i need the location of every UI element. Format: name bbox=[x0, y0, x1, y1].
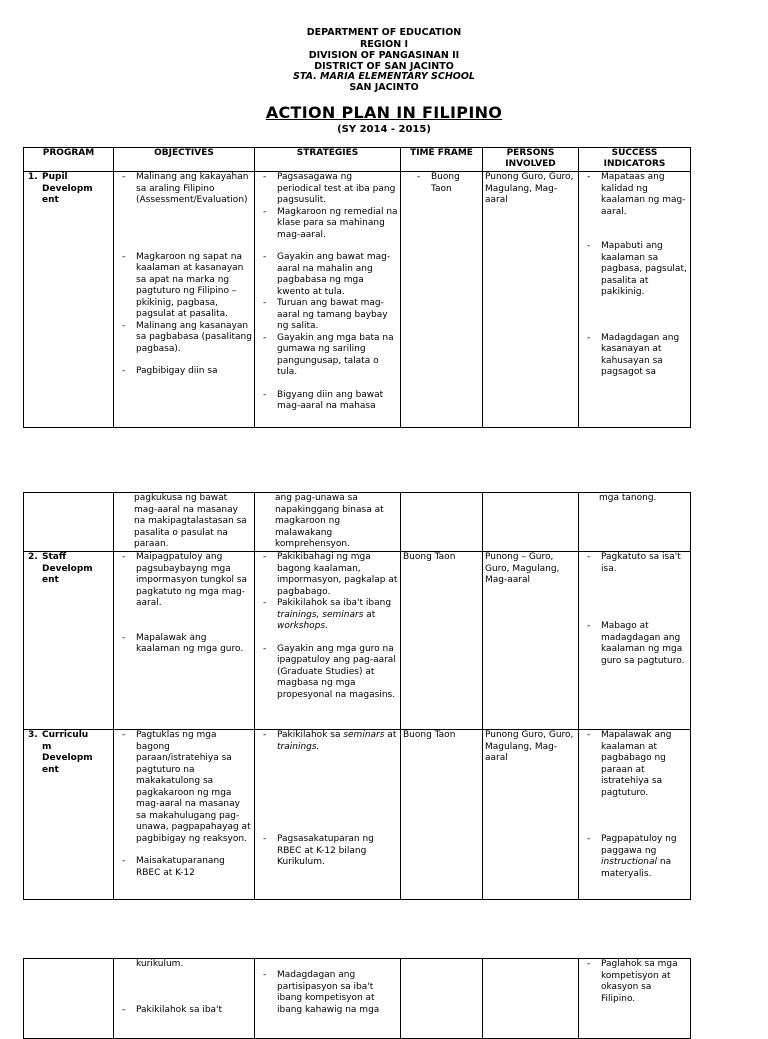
program-cell bbox=[24, 959, 114, 1039]
list-item: - Bigyang diin ang bawat mag-aaral na mahasa bbox=[257, 390, 398, 413]
list-item: - Madagdagan ang partisipasyon sa iba't ibang kompetisyon at ibang kahawig na mga bbox=[257, 970, 398, 1016]
list-item: - Paglahok sa mga kompetisyon at okasyon sa Filipino. bbox=[581, 959, 688, 1005]
persons-cell bbox=[483, 493, 579, 552]
col-persons-involved: PERSONS INVOLVED bbox=[483, 148, 579, 172]
school-year: (SY 2014 - 2015) bbox=[337, 124, 431, 135]
program-cell bbox=[24, 172, 114, 428]
department-heading: DEPARTMENT OF EDUCATION bbox=[306, 27, 462, 38]
list-item: - Turuan ang bawat mag-aaral ng tamang baybay ng salita. bbox=[257, 298, 398, 333]
col-objectives: OBJECTIVES bbox=[114, 148, 255, 172]
program-name: Staff Developm ent bbox=[42, 552, 93, 585]
time-frame-cell bbox=[401, 493, 483, 552]
program-name: Curriculu m Developm ent bbox=[42, 730, 93, 775]
text-span: na materyalis. bbox=[601, 857, 672, 879]
text-span: Pagpapatuloy ng paggawa ng bbox=[601, 834, 677, 856]
persons-cell: Punong Guro, Guro, Magulang, Mag-aaral bbox=[483, 730, 579, 900]
list-item: - Malinang ang kakayahan sa araling Filipino (Assessment/Evaluation) bbox=[116, 172, 252, 207]
persons-cell: Punong – Guro, Guro, Magulang, Mag-aaral bbox=[483, 552, 579, 730]
strategies-cell: ang pag-unawa sa napakinggang binasa at magkaroon ng malawakang komprehensyon. bbox=[255, 493, 401, 552]
document-title: ACTION PLAN IN FILIPINO bbox=[265, 103, 503, 122]
strategies-cell bbox=[255, 172, 401, 428]
list-item: - Mapalawak ang kaalaman at pagbabago ng paraan at istratehiya sa pagtuturo. bbox=[581, 730, 688, 799]
table-row bbox=[24, 730, 691, 900]
list-item: - Mapabuti ang kaalaman sa pagbasa, pagsulat, pasalita at pakikinig. bbox=[581, 241, 688, 299]
text-span: workshops. bbox=[277, 621, 328, 631]
text-span: Pakikilahok sa iba't ibang bbox=[277, 598, 392, 608]
table-row bbox=[24, 493, 691, 552]
list-item: - Pagkatuto sa isa't isa. bbox=[581, 552, 688, 575]
table-header-row bbox=[24, 148, 691, 172]
objectives-cell bbox=[114, 172, 255, 428]
table-row bbox=[24, 959, 691, 1039]
strategies-cell bbox=[255, 730, 401, 900]
list-item: - Malinang ang kasanayan sa pagbabasa (pasalitang pagbasa). bbox=[116, 321, 252, 356]
program-number: 3. bbox=[28, 730, 38, 740]
list-item: - Pagsasagawa ng periodical test at iba pang pagsusulit. bbox=[257, 172, 398, 207]
list-item: - Pakikibahagi ng mga bagong kaalaman, impormasyon, pagkalap at pagbabago. bbox=[257, 552, 398, 598]
list-item: - Pagtuklas ng mga bagong paraan/istratehiya sa pagtuturo na makakatulong sa pagkakaroon ng mga mag-aaral na masanay sa makahulugang pag-unawa, pagpapahayag at pagbibigay ng reaksyon. bbox=[116, 730, 252, 845]
objectives-cell bbox=[114, 552, 255, 730]
program-number: 1. bbox=[28, 172, 38, 182]
text-span: trainings, seminars bbox=[277, 609, 364, 620]
list-item: - Buong Taon bbox=[411, 172, 471, 195]
school-heading: STA. MARIA ELEMENTARY SCHOOL bbox=[293, 71, 475, 82]
list-item: - Mapataas ang kalidad ng kaalaman ng mag-aaral. bbox=[581, 172, 688, 218]
objectives-cell bbox=[114, 730, 255, 900]
list-item: - Madagdagan ang kasanayan at kahusayan sa pagsagot sa bbox=[581, 333, 688, 379]
text-span: at bbox=[384, 730, 397, 740]
list-item: - Maisakatuparanang RBEC at K-12 bbox=[116, 856, 252, 879]
strategies-cell bbox=[255, 552, 401, 730]
text-line: kurikulum. bbox=[136, 959, 184, 969]
action-plan-table-page2 bbox=[23, 492, 691, 900]
text-span: seminars bbox=[343, 730, 385, 740]
list-item: - Mapalawak ang kaalaman ng mga guro. bbox=[116, 633, 252, 656]
persons-cell: Punong Guro, Guro, Magulang, Mag-aaral bbox=[483, 172, 579, 428]
col-strategies: STRATEGIES bbox=[255, 148, 401, 172]
division-heading: DIVISION OF PANGASINAN II bbox=[308, 50, 460, 61]
list-item: - Maipagpatuloy ang pagsubaybayng mga impormasyon tungkol sa pagkatuto ng mga mag-aaral. bbox=[116, 552, 252, 610]
time-frame-cell: Buong Taon bbox=[401, 730, 483, 900]
program-cell bbox=[24, 552, 114, 730]
text-span: Pakikilahok sa bbox=[277, 730, 344, 740]
time-frame-cell: Buong Taon bbox=[401, 552, 483, 730]
program-number: 2. bbox=[28, 552, 38, 562]
district-heading: DISTRICT OF SAN JACINTO bbox=[314, 61, 454, 72]
col-program: PROGRAM bbox=[24, 148, 114, 172]
town-heading: SAN JACINTO bbox=[349, 82, 419, 93]
list-item: - Gayakin ang mga bata na gumawa ng sariling pangungusap, talata o tula. bbox=[257, 333, 398, 379]
action-plan-table-page3 bbox=[23, 958, 691, 1039]
list-item: - Gayakin ang mga guro na ipagpatuloy ang pag-aaral (Graduate Studies) at magbasa ng mga propesyonal na magasins. bbox=[257, 644, 398, 702]
action-plan-table-page1 bbox=[23, 147, 691, 428]
region-heading: REGION I bbox=[359, 39, 408, 50]
success-cell bbox=[579, 172, 691, 428]
list-item: - Pagsasakatuparan ng RBEC at K-12 bilang Kurikulum. bbox=[257, 834, 398, 869]
list-item: - Magkaroon ng sapat na kaalaman at kasanayan sa apat na marka ng pagtuturo ng Filipino – pkikinig, pagbasa, pagsulat at pasalita. bbox=[116, 252, 252, 321]
list-item: - Pakikilahok sa iba't bbox=[116, 1005, 252, 1017]
table-row bbox=[24, 552, 691, 730]
list-item: - Pagbibigay diin sa bbox=[116, 366, 252, 378]
col-success-indicators: SUCCESS INDICATORS bbox=[579, 148, 691, 172]
success-cell bbox=[579, 959, 691, 1039]
list-item bbox=[257, 730, 398, 753]
success-cell bbox=[579, 730, 691, 900]
success-cell: mga tanong. bbox=[579, 493, 691, 552]
list-item: - Magkaroon ng remedial na klase para sa mahinang mag-aaral. bbox=[257, 207, 398, 242]
objectives-cell bbox=[114, 959, 255, 1039]
persons-cell bbox=[483, 959, 579, 1039]
list-item bbox=[581, 834, 688, 880]
text-span: trainings. bbox=[277, 741, 320, 752]
col-time-frame: TIME FRAME bbox=[401, 148, 483, 172]
success-cell bbox=[579, 552, 691, 730]
list-item: - Gayakin ang bawat mag-aaral na mahalin ang pagbabasa ng mga kwento at tula. bbox=[257, 252, 398, 298]
time-frame-cell bbox=[401, 172, 483, 428]
list-item bbox=[257, 598, 398, 633]
text-span: instructional bbox=[601, 857, 658, 867]
strategies-cell bbox=[255, 959, 401, 1039]
text-span: at bbox=[363, 609, 376, 620]
objectives-cell: pagkukusa ng bawat mag-aaral na masanay na makipagtalastasan sa pasalita o pasulat na paraan. bbox=[114, 493, 255, 552]
time-frame-cell bbox=[401, 959, 483, 1039]
list-item: - Mabago at madagdagan ang kaalaman ng mga guro sa pagtuturo. bbox=[581, 621, 688, 667]
program-cell bbox=[24, 730, 114, 900]
table-row bbox=[24, 172, 691, 428]
program-cell bbox=[24, 493, 114, 552]
program-name: Pupil Developm ent bbox=[42, 172, 93, 205]
